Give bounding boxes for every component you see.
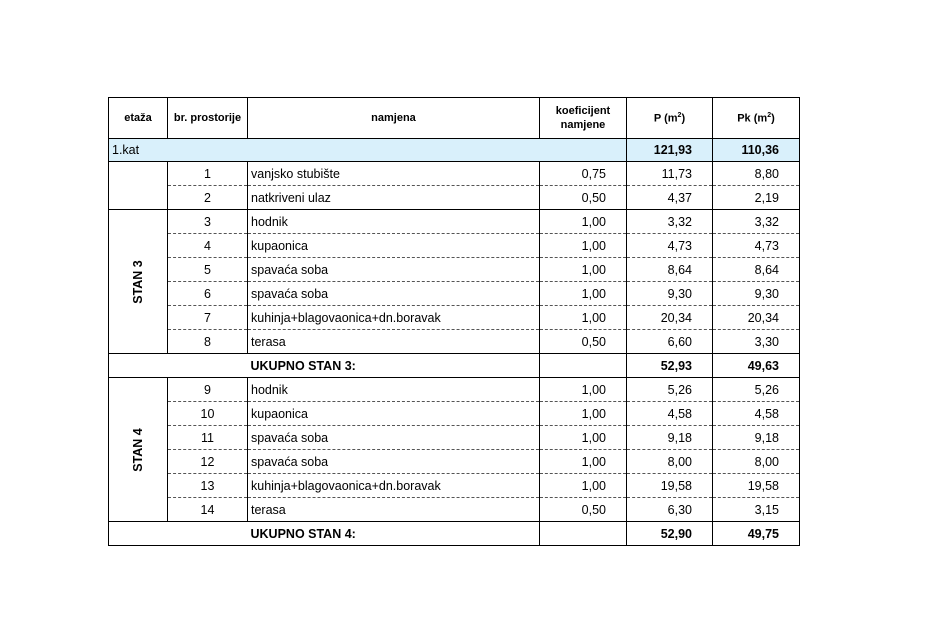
table-header-row (109, 98, 800, 139)
cell-koef: 0,50 (540, 186, 627, 210)
header-etaza: etaža (109, 98, 168, 139)
table-row (109, 498, 800, 522)
header-pk-text: Pk (m (737, 112, 768, 125)
cell-namjena: kupaonica (248, 234, 540, 258)
cell-p: 9,30 (627, 282, 713, 306)
stan4-group-cell (109, 378, 168, 522)
header-koef-line2: namjene (560, 119, 606, 131)
stan4-total-row (109, 522, 800, 546)
stan4-label: STAN 4 (131, 427, 145, 472)
cell-br: 9 (168, 378, 248, 402)
cell-namjena: hodnik (248, 210, 540, 234)
stan3-total-label: UKUPNO STAN 3: (248, 354, 540, 378)
cell-koef: 1,00 (540, 306, 627, 330)
stan3-total-p: 52,93 (627, 354, 713, 378)
cell-pk: 9,18 (713, 426, 800, 450)
table-row (109, 402, 800, 426)
cell-p: 8,00 (627, 450, 713, 474)
cell-koef: 1,00 (540, 210, 627, 234)
cell-p: 6,60 (627, 330, 713, 354)
table-row (109, 282, 800, 306)
cell-namjena: kupaonica (248, 402, 540, 426)
cell-koef: 1,00 (540, 474, 627, 498)
cell-pk: 3,30 (713, 330, 800, 354)
cell-koef: 1,00 (540, 234, 627, 258)
stan4-total-pk: 49,75 (713, 522, 800, 546)
cell-namjena: terasa (248, 330, 540, 354)
cell-br: 12 (168, 450, 248, 474)
cell-namjena: vanjsko stubište (248, 162, 540, 186)
cell-koef: 1,00 (540, 426, 627, 450)
cell-koef: 1,00 (540, 258, 627, 282)
cell-p: 8,64 (627, 258, 713, 282)
table-row (109, 474, 800, 498)
cell-pk: 4,73 (713, 234, 800, 258)
kat-p: 121,93 (627, 139, 713, 162)
cell-namjena: hodnik (248, 378, 540, 402)
cell-pk: 19,58 (713, 474, 800, 498)
header-pk (713, 98, 800, 139)
total-spacer (109, 522, 168, 546)
cell-namjena: kuhinja+blagovaonica+dn.boravak (248, 306, 540, 330)
cell-pk: 8,80 (713, 162, 800, 186)
stan4-total-p: 52,90 (627, 522, 713, 546)
table-row (109, 378, 800, 402)
cell-br: 5 (168, 258, 248, 282)
total-spacer (168, 354, 248, 378)
cell-koef: 0,50 (540, 330, 627, 354)
table-row (109, 258, 800, 282)
header-p-sup: 2 (677, 111, 682, 119)
cell-br: 1 (168, 162, 248, 186)
table-row (109, 162, 800, 186)
cell-br: 8 (168, 330, 248, 354)
total-spacer (168, 522, 248, 546)
cell-br: 10 (168, 402, 248, 426)
cell-pk: 8,64 (713, 258, 800, 282)
table-row (109, 210, 800, 234)
cell-namjena: natkriveni ulaz (248, 186, 540, 210)
header-namjena: namjena (248, 98, 540, 139)
table-row (109, 186, 800, 210)
cell-p: 4,37 (627, 186, 713, 210)
header-p (627, 98, 713, 139)
cell-p: 20,34 (627, 306, 713, 330)
cell-p: 5,26 (627, 378, 713, 402)
header-p-close: ) (681, 112, 686, 125)
cell-br: 4 (168, 234, 248, 258)
cell-koef: 1,00 (540, 402, 627, 426)
cell-pk: 9,30 (713, 282, 800, 306)
cell-p: 3,32 (627, 210, 713, 234)
cell-p: 11,73 (627, 162, 713, 186)
kat-label: 1.kat (109, 139, 627, 162)
stan4-total-label: UKUPNO STAN 4: (248, 522, 540, 546)
table-row (109, 330, 800, 354)
header-koeficijent (540, 98, 627, 139)
cell-p: 4,58 (627, 402, 713, 426)
stan3-total-pk: 49,63 (713, 354, 800, 378)
cell-namjena: spavaća soba (248, 450, 540, 474)
total-koef-empty (540, 522, 627, 546)
stan3-total-row (109, 354, 800, 378)
cell-br: 13 (168, 474, 248, 498)
header-p-text: P (m (653, 112, 678, 125)
cell-p: 19,58 (627, 474, 713, 498)
stan3-group-cell (109, 210, 168, 354)
header-koef-line1: koeficijent (555, 104, 611, 117)
common-group-cell (109, 162, 168, 210)
cell-pk: 4,58 (713, 402, 800, 426)
cell-br: 7 (168, 306, 248, 330)
cell-pk: 2,19 (713, 186, 800, 210)
cell-namjena: spavaća soba (248, 258, 540, 282)
cell-br: 6 (168, 282, 248, 306)
stan3-label: STAN 3 (131, 259, 145, 304)
table-row (109, 306, 800, 330)
total-spacer (109, 354, 168, 378)
cell-br: 2 (168, 186, 248, 210)
cell-pk: 8,00 (713, 450, 800, 474)
header-pk-sup: 2 (767, 111, 772, 119)
header-pk-close: ) (771, 112, 775, 125)
cell-namjena: spavaća soba (248, 426, 540, 450)
cell-br: 14 (168, 498, 248, 522)
cell-br: 3 (168, 210, 248, 234)
cell-pk: 5,26 (713, 378, 800, 402)
area-table (108, 97, 800, 546)
cell-koef: 0,75 (540, 162, 627, 186)
header-br-prostorije: br. prostorije (168, 98, 248, 139)
total-koef-empty (540, 354, 627, 378)
cell-namjena: terasa (248, 498, 540, 522)
cell-namjena: spavaća soba (248, 282, 540, 306)
table-row (109, 450, 800, 474)
kat-row (109, 139, 800, 162)
cell-br: 11 (168, 426, 248, 450)
cell-p: 4,73 (627, 234, 713, 258)
cell-namjena: kuhinja+blagovaonica+dn.boravak (248, 474, 540, 498)
cell-koef: 1,00 (540, 450, 627, 474)
cell-p: 9,18 (627, 426, 713, 450)
table-row (109, 426, 800, 450)
cell-pk: 3,15 (713, 498, 800, 522)
cell-koef: 0,50 (540, 498, 627, 522)
cell-p: 6,30 (627, 498, 713, 522)
cell-pk: 3,32 (713, 210, 800, 234)
table-row (109, 234, 800, 258)
cell-koef: 1,00 (540, 282, 627, 306)
cell-pk: 20,34 (713, 306, 800, 330)
kat-pk: 110,36 (713, 139, 800, 162)
cell-koef: 1,00 (540, 378, 627, 402)
